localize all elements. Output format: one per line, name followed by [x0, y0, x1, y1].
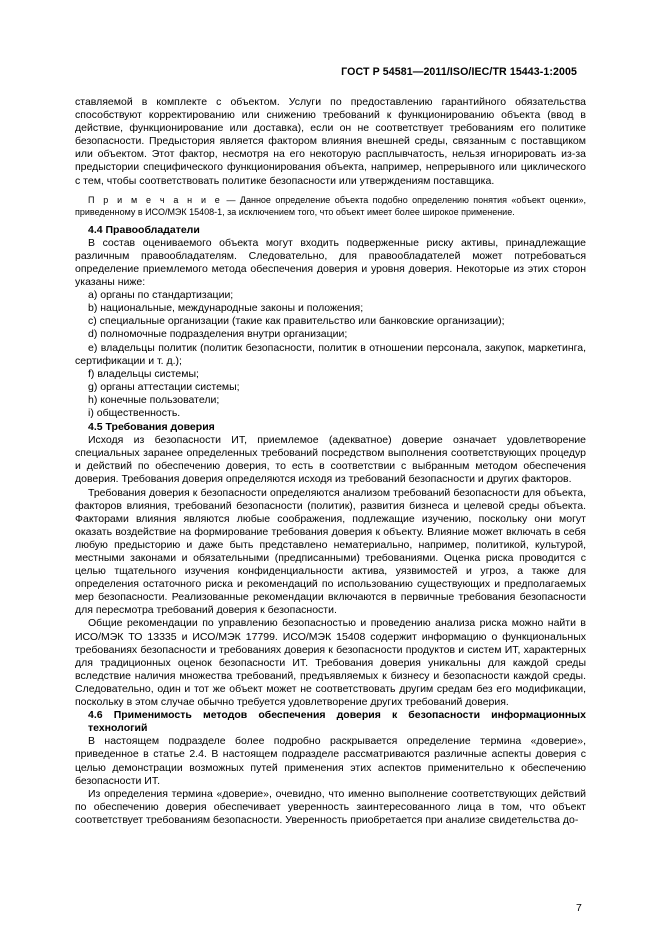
- heading-4-6: 4.6 Применимость методов обеспечения доверия к безопасности информационных технологий: [88, 709, 586, 735]
- paragraph-4-6-a: В настоящем подразделе более подробно раскрывается определение термина «доверие», приведенное в статье 2.4. В настоящем подразделе рассматриваются различные аспекты доверия с целью демонстрации возможных путей применения этих аспектов применительно к обеспечению безопасности ИТ.: [75, 735, 586, 787]
- note-label: П р и м е ч а н и е: [88, 194, 223, 205]
- paragraph-intro: ставляемой в комплекте с объектом. Услуги по предоставлению гарантийного обязательства способствуют корректированию или снижению требований к функционированию объекта (ввод в действие, функционирование или доставка), если он не соответствует требованиям его политике безопасности. Предыстория является фактором влияния внешней среды, связанным с поставщиком или объектом. Этот фактор, несмотря на его некоторую расплывчатость, нельзя игнорировать из-за предыстории специфического функционирования объекта, например, непрерывного или циклического с тем, чтобы соответствовать политике безопасности или утверждениям поставщика.: [75, 96, 586, 187]
- list-item: e) владельцы политик (политик безопасности, политик в отношении персонала, закупок, маркетинга, сертификации и т. д.);: [75, 341, 586, 367]
- page-number: 7: [576, 902, 582, 914]
- list-item: a) органы по стандартизации;: [88, 289, 234, 302]
- note-text: — Данное определение объекта подобно определению понятия «объект оценки», приведенному в ИСО/МЭК 15408-1, за исключением того, что объект имеет более широкое применение.: [75, 194, 587, 217]
- heading-4-4: 4.4 Правообладатели: [88, 223, 200, 236]
- paragraph-4-5-b: Требования доверия к безопасности определяются анализом требований безопасности для объекта, факторов влияния, требований безопасности (политик), развития бизнеса и целевой среды объекта. Факторами влияния являются любые соображения, подлежащие изучению, поскольку они могут оказать воздействие на формирование требования доверия к объекту. Влияние может включать в себя любую предысторию и даже быть представлено нематериально, например, политикой, культурой, местными законами и обязательными (предписанными) требованиями. Оценка риска проводится с целью тщательного изучения конфиденциальности актива, уязвимостей и угроз, а также для определения остаточного риска и рекомендаций по использованию существующих и предполагаемых мер безопасности. Реализованные рекомендации включаются в первичные требования безопасности для пересмотра требований доверия к безопасности.: [75, 486, 586, 617]
- page-body: [75, 96, 586, 827]
- paragraph-4-5-c: Общие рекомендации по управлению безопасностью и проведению анализа риска можно найти в ИСО/МЭК ТО 13335 и ИСО/МЭК 17799. ИСО/МЭК 15408 содержит информацию о функциональных требованиях безопасности и требованиях доверия к безопасности продуктов и систем ИТ, характерных для традиционных оценок безопасности ИТ. Требования доверия уникальны для каждой среды вследствие наличия множества требований, предъявляемых к бизнесу и безопасности каждой среды. Следовательно, один и тот же объект может не соответствовать другим средам без его модификации, поскольку в этом случае обычно требуется удовлетворение других требований доверия.: [75, 617, 586, 709]
- list-item: h) конечные пользователи;: [88, 393, 220, 406]
- list-item: f) владельцы системы;: [88, 367, 199, 380]
- paragraph-4-4: В состав оцениваемого объекта могут входить подверженные риску активы, принадлежащие различным правообладателям. Следовательно, для правообладателей может потребоваться определение приемлемого метода обеспечения доверия и уровня доверия. Некоторые из этих сторон указаны ниже:: [75, 236, 586, 289]
- heading-4-5: 4.5 Требования доверия: [88, 421, 215, 434]
- list-item: b) национальные, международные законы и положения;: [88, 302, 364, 315]
- list-item: d) полномочные подразделения внутри организации;: [88, 328, 348, 341]
- paragraph-4-5-a: Исходя из безопасности ИТ, приемлемое (адекватное) доверие означает удовлетворение специальных заранее определенных требований посредством выполнения соответствующих процедур и действий по обеспечению доверия, то есть в соответствии с выбранным методом обеспечения доверия. Требования доверия определяются исходя из требований безопасности и других факторов.: [75, 434, 586, 486]
- list-item: c) специальные организации (такие как правительство или банковские организации);: [88, 315, 505, 328]
- list-item: i) общественность.: [88, 406, 181, 419]
- note: [75, 194, 586, 218]
- paragraph-4-6-b: Из определения термина «доверие», очевидно, что именно выполнение соответствующих действий по обеспечению доверия обеспечивает уверенность заинтересованного лица в том, что объект соответствует требованиям безопасности. Уверенность приобретается при анализе свидетельства до-: [75, 787, 586, 826]
- document-header: ГОСТ Р 54581—2011/ISO/IEC/TR 15443-1:2005: [341, 66, 577, 78]
- list-item: g) органы аттестации системы;: [88, 380, 240, 393]
